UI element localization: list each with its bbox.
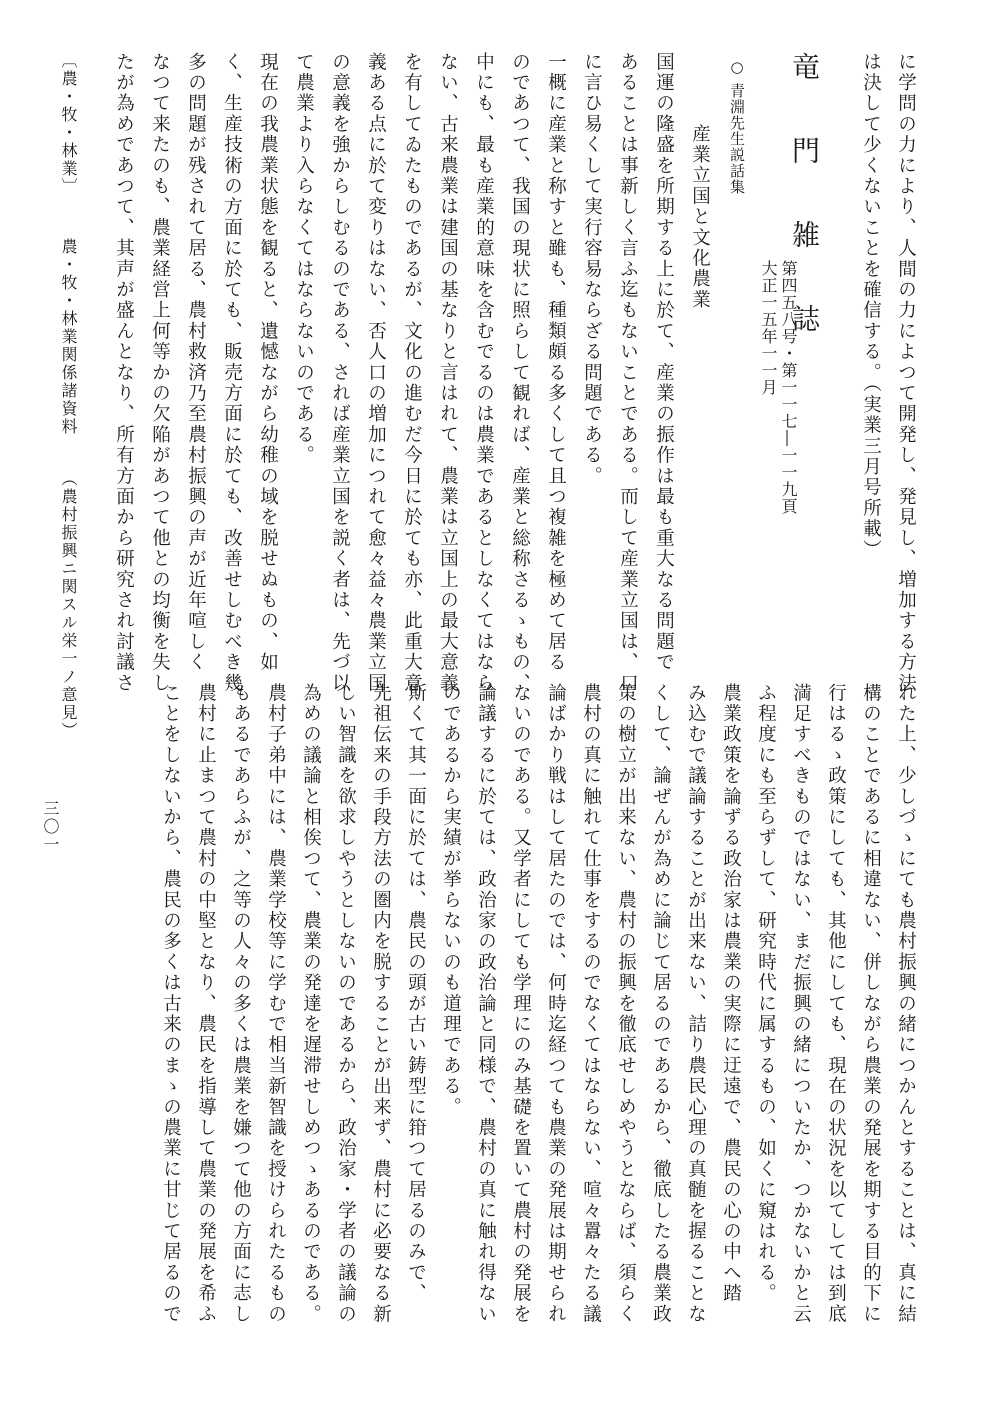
text-column: 農村に止まつて農村の中堅となり、農民を指導して農業の発展を希ふ xyxy=(195,683,217,1325)
text-column: み込むで議論することが出来ない、詰り農民心理の真髄を握ることな xyxy=(685,683,707,1325)
journal-title: 竜 門 雑 誌 xyxy=(788,52,821,346)
text-column: 現在の我農業状態を観ると、遺憾ながら幼稚の域を脱せぬもの、如 xyxy=(257,52,279,673)
text-column: たが為めであつて、其声が盛んとなり、所有方面から研究され討議さ xyxy=(113,52,135,694)
text-column: を有してゐたものであるが、文化の進むだ今日に於ても亦、此重大意 xyxy=(401,52,423,694)
text-column: 行はるゝ政策にしても、其他にしても、現在の状況を以てしては到底 xyxy=(825,683,847,1325)
text-column: 満足すべきものではない、まだ振興の緒についたか、つかないかと云 xyxy=(790,683,812,1325)
text-column: 策の樹立が出来ない、農村の振興を徹底せしめやうとならば、須らく xyxy=(615,683,637,1325)
footer-category: 〔農・牧・林業〕 xyxy=(59,52,78,196)
text-column: 先祖伝来の手段方法の圏内を脱することが出来ず、農村に必要なる新 xyxy=(370,683,392,1325)
text-column: ふ程度にも至らずして、研究時代に属するもの、如くに窺はれる。 xyxy=(755,683,777,1304)
text-column: ないのである。又学者にしても学理にのみ基礎を置いて農村の発展を xyxy=(510,683,532,1325)
text-column: 農村子弟中には、農業学校等に学むで相当新智識を授けられたるもの xyxy=(265,683,287,1325)
issue-date: 大正一五年一一月 xyxy=(759,260,778,396)
text-column: 一概に産業と称すと雖も、種類頗る多くして且つ複雑を極めて居る xyxy=(545,52,567,673)
text-column: く、生産技術の方面に於ても、販売方面に於ても、改善せしむべき幾 xyxy=(221,52,243,694)
text-column: 為めの議論と相俟つて、農業の発達を遅滞せしめつゝあるのである。 xyxy=(300,683,322,1325)
text-column: れた上、少しづゝにても農村振興の緒につかんとすることは、真に結 xyxy=(895,683,917,1325)
text-column: なつて来たのも、農業経営上何等かの欠陥があつて他との均衡を失し xyxy=(149,52,171,694)
text-column: て農業より入らなくてはならないのである。 xyxy=(293,52,315,466)
section-label: ○ 青淵先生説話集 xyxy=(728,58,746,195)
text-column: 農業政策を論ずる政治家は農業の実際に迂遠で、農民の心の中へ踏 xyxy=(720,683,742,1304)
text-column: 多の問題が残されて居る、農村救済乃至農村振興の声が近年喧しく xyxy=(185,52,207,673)
footer-subsection: （農村振興ニ関スル栄一ノ意見） xyxy=(59,470,78,740)
text-column: 斯くて其一面に於ては、農民の頭が古い鋳型に箝つて居るのみで、 xyxy=(405,683,427,1304)
text-column: は決して少くないことを確信する。（実業三月号所載） xyxy=(860,52,882,561)
page-number: 三〇一 xyxy=(41,800,60,854)
footer-section: 農・牧・林業関係諸資料 xyxy=(59,238,78,436)
text-column: 論議するに於ては、政治家の政治論と同様で、農村の真に触れ得ない xyxy=(475,683,497,1325)
text-column: ことをしないから、農民の多くは古来のまゝの農業に甘じて居るので xyxy=(160,683,182,1325)
text-column: しい智識を欲求しやうとしないのであるから、政治家・学者の議論の xyxy=(335,683,357,1325)
text-column: くして、論ぜんが為めに論じて居るのであるから、徹底したる農業政 xyxy=(650,683,672,1325)
text-column: に言ひ易くして実行容易ならざる問題である。 xyxy=(581,52,603,487)
text-column: もあるであらふが、之等の人々の多くは農業を嫌つて他の方面に志し xyxy=(230,683,252,1325)
text-column: の意義を強からしむるのである、されば産業立国を説く者は、先づ以 xyxy=(329,52,351,694)
text-column: 義ある点に於て変りはない、否人口の増加につれて愈々益々農業立国 xyxy=(365,52,387,694)
text-column: 構のことであるに相違ない、併しながら農業の発展を期する目的下に xyxy=(860,683,882,1325)
text-column: のであるから実績が挙らないのも道理である。 xyxy=(440,683,462,1118)
text-column: 国運の隆盛を所期する上に於て、産業の振作は最も重大なる問題で xyxy=(653,52,675,674)
article-title: 産業立国と文化農業 xyxy=(689,124,711,311)
issue-info: 第四五八号・第一一七―一一九頁 xyxy=(779,260,798,515)
text-column: ない、古来農業は建国の基なりと言はれて、農業は立国上の最大意義 xyxy=(437,52,459,694)
text-column: 中にも、最も産業的意味を含むでるのは農業であるとしなくてはなら xyxy=(473,52,495,694)
text-column: 論ばかり戦はして居たのでは、何時迄経つても農業の発展は期せられ xyxy=(545,683,567,1325)
text-column: のであつて、我国の現状に照らして観れば、産業と総称さるゝもの、 xyxy=(509,52,531,694)
text-column: に学問の力により、人間の力によつて開発し、発見し、増加する方法 xyxy=(895,52,917,694)
text-column: 農村の真に触れて仕事をするのでなくてはならない、喧々囂々たる議 xyxy=(580,683,602,1325)
text-column: あることは事新しく言ふ迄もないことである。而して産業立国は、口 xyxy=(617,52,639,694)
